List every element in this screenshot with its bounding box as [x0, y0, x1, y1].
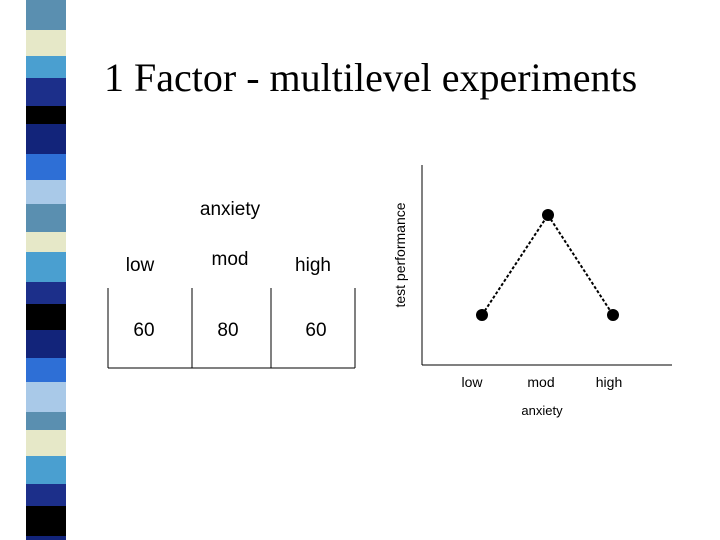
x-tick-label: high — [595, 374, 623, 390]
x-tick-label: low — [461, 374, 483, 390]
series-line-segment — [482, 215, 548, 315]
data-point — [607, 309, 619, 321]
data-point — [542, 209, 554, 221]
data-point — [476, 309, 488, 321]
y-axis-label: test performance — [392, 202, 408, 308]
line-chart — [380, 150, 680, 440]
x-axis-label: anxiety — [521, 403, 563, 418]
table-factor-label: anxiety — [199, 199, 261, 220]
table-level-low: low — [125, 255, 155, 276]
table-level-high: high — [295, 255, 331, 276]
slide-title: 1 Factor - multilevel experiments — [104, 55, 638, 100]
x-tick-label: mod — [527, 374, 555, 390]
table-value-high: 60 — [305, 320, 327, 341]
table-value-mod: 80 — [217, 320, 239, 341]
series-line-segment — [548, 215, 613, 315]
table-level-mod: mod — [211, 249, 249, 270]
table-value-low: 60 — [133, 320, 155, 341]
